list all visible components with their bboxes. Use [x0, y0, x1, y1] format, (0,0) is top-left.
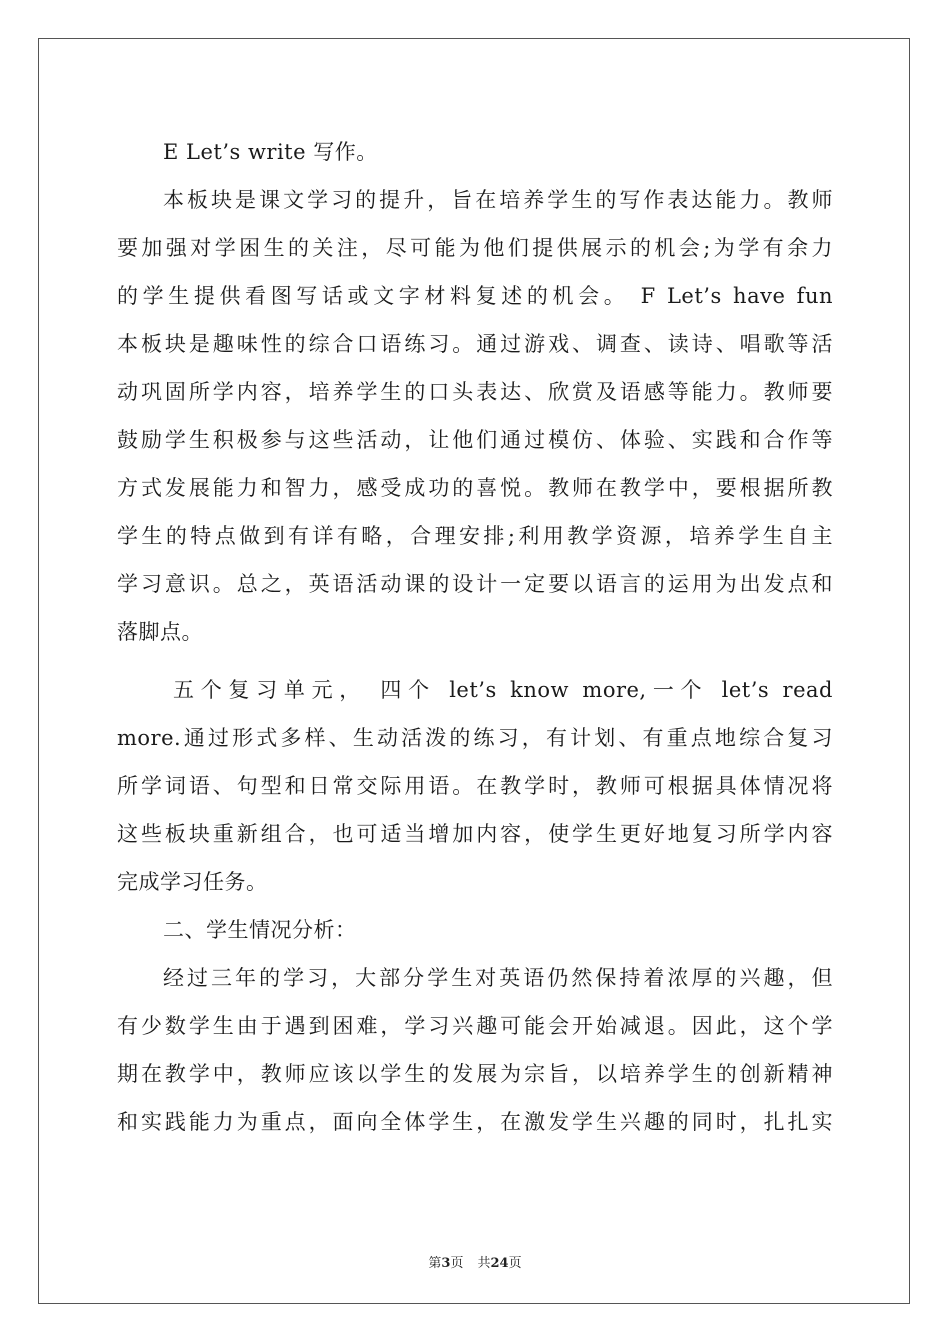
page-number: 3: [441, 1256, 451, 1271]
text-line: 期在教学中，教师应该以学生的发展为宗旨，以培养学生的创新精神: [117, 1062, 833, 1086]
text-line: 经过三年的学习，大部分学生对英语仍然保持着浓厚的兴趣，但: [163, 966, 833, 990]
text-line: 这些板块重新组合，也可适当增加内容，使学生更好地复习所学内容: [117, 822, 833, 846]
text-line: 鼓励学生积极参与这些活动，让他们通过模仿、体验、实践和合作等: [117, 428, 833, 452]
text-line: 的学生提供看图写话或文字材料复述的机会。 F Let’s have fun: [117, 284, 833, 308]
section-heading-student-analysis: 二、学生情况分析：: [163, 918, 357, 942]
text-line: 本板块是课文学习的提升，旨在培养学生的写作表达能力。教师: [163, 188, 833, 212]
paragraph-gap: [117, 656, 833, 666]
text-line: 方式发展能力和智力，感受成功的喜悦。教师在教学中，要根据所教: [117, 476, 833, 500]
text-line: 所学词语、句型和日常交际用语。在教学时，教师可根据具体情况将: [117, 774, 833, 798]
page-number-prefix: 第: [428, 1256, 442, 1271]
text-line: 和实践能力为重点，面向全体学生，在激发学生兴趣的同时，扎扎实: [117, 1110, 833, 1134]
text-line: 五个复习单元， 四个 let’s know more,一个 let’s read: [173, 678, 833, 702]
document-body: [117, 128, 833, 1146]
text-line: 落脚点。: [117, 620, 203, 644]
text-line: more.通过形式多样、生动活泼的练习，有计划、有重点地综合复习: [117, 726, 833, 750]
text-line: 完成学习任务。: [117, 870, 268, 894]
text-line: 学生的特点做到有详有略，合理安排;利用教学资源，培养学生自主: [117, 524, 833, 548]
page-footer: [0, 1252, 950, 1271]
text-line: 有少数学生由于遇到困难，学习兴趣可能会开始减退。因此，这个学: [117, 1014, 833, 1038]
text-line: 本板块是趣味性的综合口语练习。通过游戏、调查、读诗、唱歌等活: [117, 332, 833, 356]
total-pages: 24: [490, 1256, 509, 1271]
total-pages-suffix: 页: [508, 1256, 522, 1271]
text-line: 学习意识。总之，英语活动课的设计一定要以语言的运用为出发点和: [117, 572, 833, 596]
page-number-suffix: 页: [450, 1256, 464, 1271]
text-line: 动巩固所学内容，培养学生的口头表达、欣赏及语感等能力。教师要: [117, 380, 833, 404]
text-line: 要加强对学困生的关注，尽可能为他们提供展示的机会;为学有余力: [117, 236, 833, 260]
total-pages-prefix: 共: [477, 1256, 491, 1271]
paragraph-heading-lets-write: E Let’s write 写作。: [163, 140, 378, 164]
